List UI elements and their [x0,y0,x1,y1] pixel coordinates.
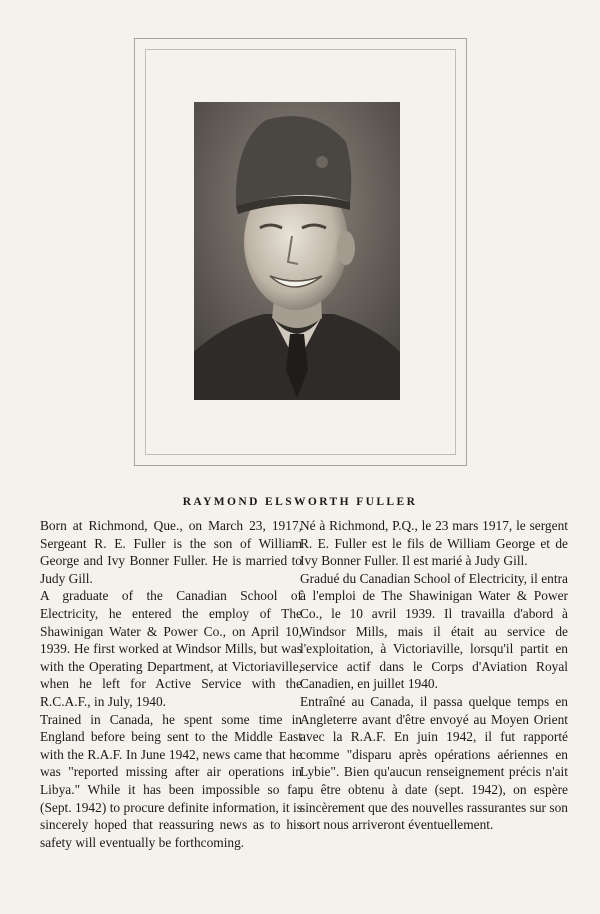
english-paragraph-service: Trained in Canada, he spent some time in England before being sent to the Middle East with the R.A.F. In June 1942, news came that he was "reported missing after air operations in Libya." While it has been impossible so far (Sept. 1942) to procure definite information, it is sincerely hoped that reassuring news as to his safety will eventually be forthcoming. [40,711,302,850]
french-biography [300,517,568,834]
english-biography [40,517,302,851]
portrait-photo-icon [194,102,400,400]
english-paragraph-birth: Born at Richmond, Que., on March 23, 1917, Sergeant R. E. Fuller is the son of William George and Ivy Bonner Fuller. He is married to Judy Gill. [40,518,302,586]
french-paragraph-service: Entraîné au Canada, il passa quelque temps en Angleterre avant d'être envoyé au Moyen Orient avec la R.A.F. En juin 1942, il fut rapporté comme "disparu après opérations aériennes en Lybie". Bien qu'aucun renseignement précis n'ait pu être obtenu à date (sept. 1942), on espère sincèrement que des nouvelles rassurantes sur son sort nous arriveront éventuellement. [300,693,568,833]
portrait-photo [194,102,400,400]
french-paragraph-birth: Né à Richmond, P.Q., le 23 mars 1917, le sergent R. E. Fuller est le fils de William George et de Ivy Bonner Fuller. Il est marié à Judy Gill. [300,518,568,569]
person-name-heading: RAYMOND ELSWORTH FULLER [182,496,418,508]
english-paragraph-career: A graduate of the Canadian School of Electricity, he entered the employ of The Shawinigan Water & Power Co., on April 10, 1939. He first worked at Windsor Mills, but was with the Operating Department, at Victoriaville, when he left for Active Service with the R.C.A.F., in July, 1940. [40,588,302,709]
french-paragraph-career: Gradué du Canadian School of Electricity, il entra à l'emploi de The Shawinigan Water & Power Co., le 10 avril 1939. Il travailla d'abord à Windsor Mills, mais il était au service de l'exploitation, à Victoriaville, lorsqu'il partit en service actif dans le Corps d'Aviation Royal Canadien, en juillet 1940. [300,570,568,692]
